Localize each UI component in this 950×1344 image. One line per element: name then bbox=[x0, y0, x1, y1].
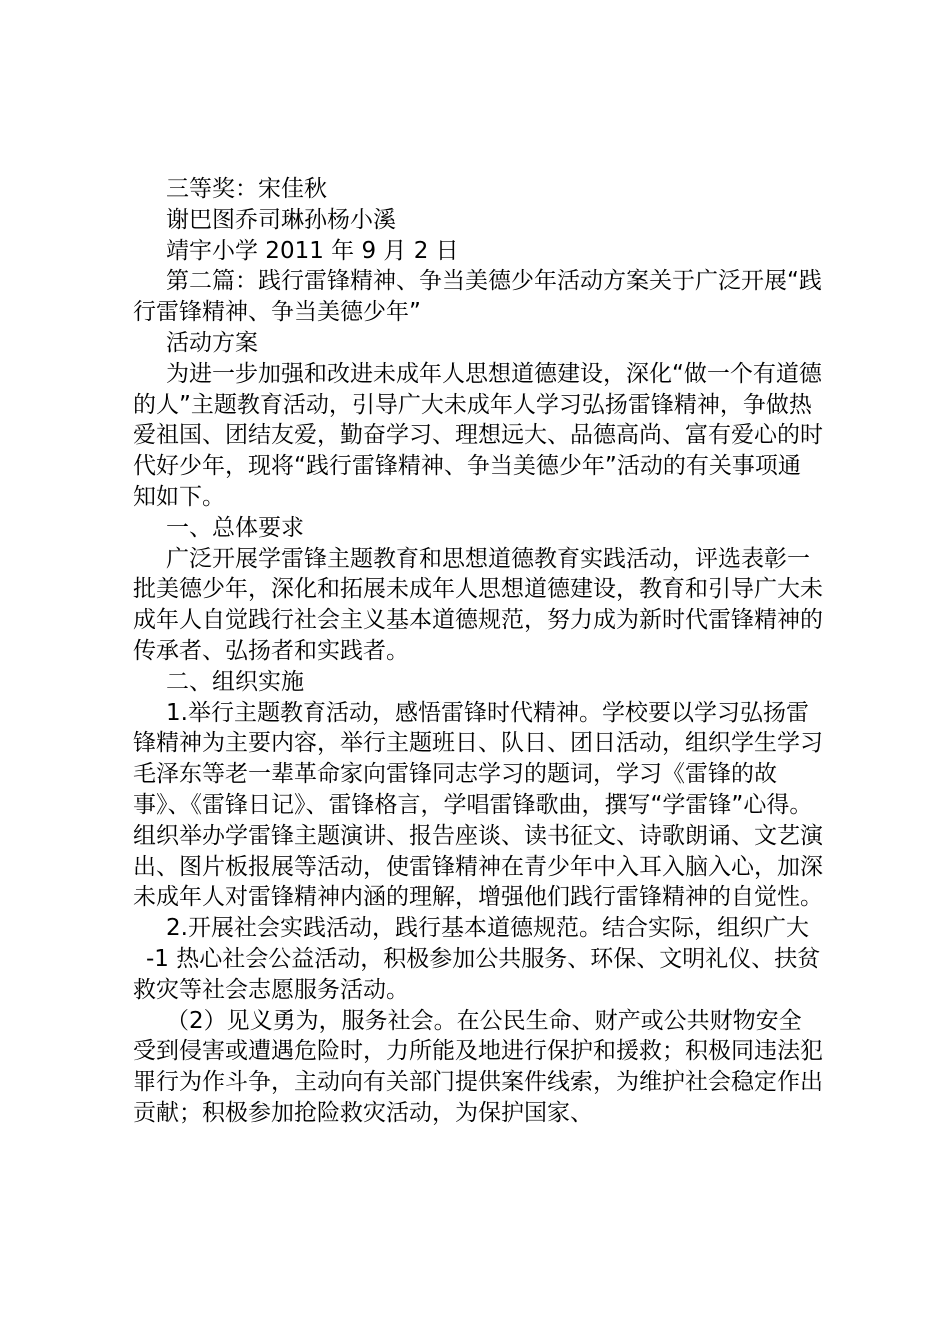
section-title: 第二篇：践行雷锋精神、争当美德少年活动方案关于广泛开展“践行雷锋精神、争当美德少年” bbox=[133, 268, 822, 326]
document-body bbox=[133, 174, 823, 1129]
sub-item-2-paragraph: （2）见义勇为，服务社会。在公民生命、财产或公共财物安全受到侵害或遭遇危险时，力所能及地进行保护和援救；积极同违法犯罪行为作斗争，主动向有关部门提供案件线索，为维护社会稳定作出贡献；积极参加抢险救灾活动，为保护国家、 bbox=[133, 1007, 823, 1126]
overall-requirements-paragraph: 广泛开展学雷锋主题教育和思想道德教育实践活动，评选表彰一批美德少年，深化和拓展未成年人思想道德建设，教育和引导广大未成年人自觉践行社会主义基本道德规范，努力成为新时代雷锋精神的传承者、弘扬者和实践者。 bbox=[133, 545, 823, 664]
school-date-line: 靖宇小学 2011 年 9 月 2 日 bbox=[166, 237, 459, 264]
award-line: 三等奖：宋佳秋 bbox=[166, 176, 327, 202]
item-2-paragraph: 2.开展社会实践活动，践行基本道德规范。结合实际，组织广大 bbox=[166, 915, 809, 942]
names-line: 谢巴图乔司琳孙杨小溪 bbox=[166, 206, 396, 233]
item-1-paragraph: 1.举行主题教育活动，感悟雷锋时代精神。学校要以学习弘扬雷锋精神为主要内容，举行主题班日、队日、团日活动，组织学生学习毛泽东等老一辈革命家向雷锋同志学习的题词，学习《雷锋的故事》、《雷锋日记》、雷锋格言，学唱雷锋歌曲，撰写“学雷锋”心得。组织举办学雷锋主题演讲、报告座谈、读书征文、诗歌朗诵、文艺演出、图片板报展等活动，使雷锋精神在青少年中入耳入脑入心，加深未成年人对雷锋精神内涵的理解，增强他们践行雷锋精神的自觉性。 bbox=[133, 699, 823, 911]
sub-item-1-paragraph: -1 热心社会公益活动，积极参加公共服务、环保、文明礼仪、扶贫救灾等社会志愿服务活动。 bbox=[133, 945, 821, 1003]
section-subtitle: 活动方案 bbox=[166, 329, 258, 356]
heading-organization: 二、组织实施 bbox=[166, 668, 304, 695]
heading-overall-requirements: 一、总体要求 bbox=[166, 514, 304, 541]
intro-paragraph: 为进一步加强和改进未成年人思想道德建设，深化“做一个有道德的人”主题教育活动，引导广大未成年人学习弘扬雷锋精神，争做热爱祖国、团结友爱，勤奋学习、理想远大、品德高尚、富有爱心的时代好少年，现将“践行雷锋精神、争当美德少年”活动的有关事项通知如下。 bbox=[133, 360, 823, 510]
